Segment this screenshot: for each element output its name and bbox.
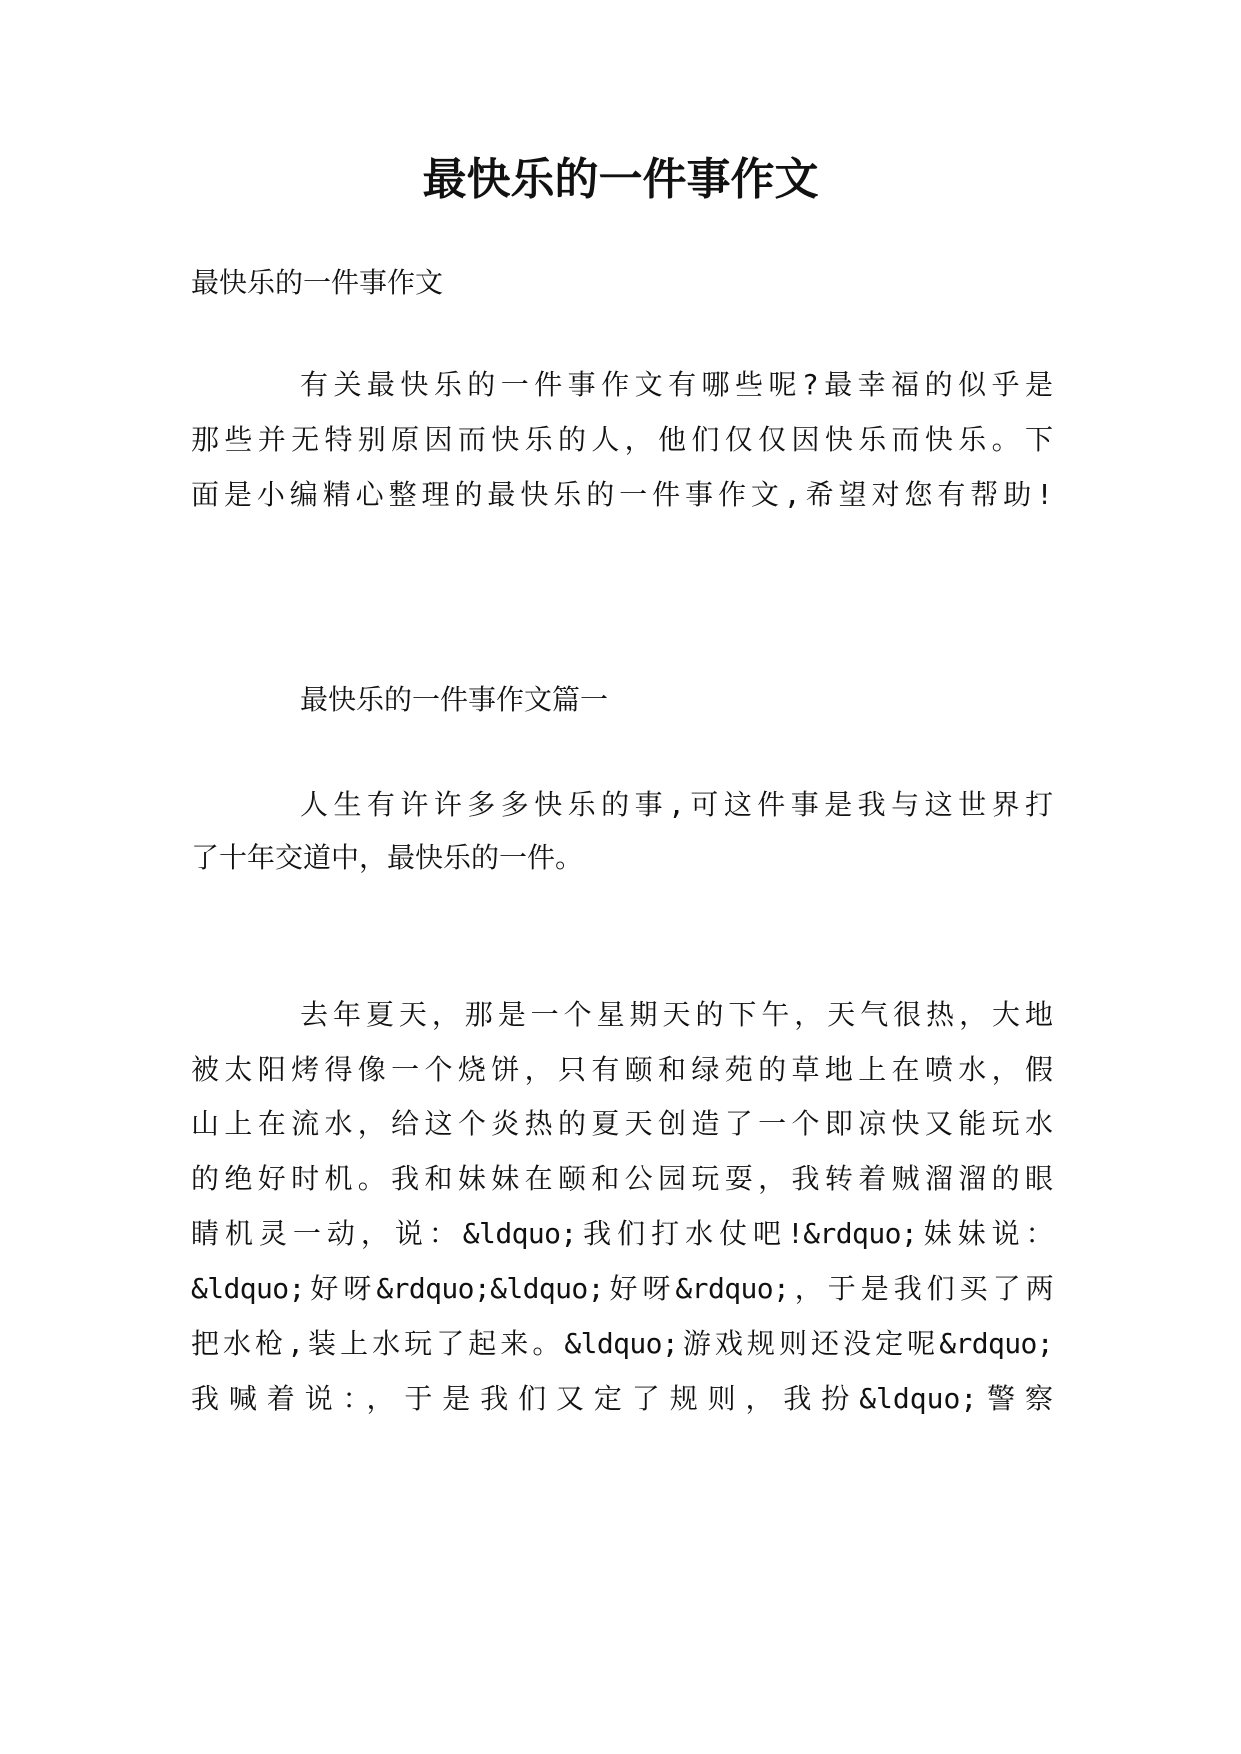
section-heading: 最快乐的一件事作文篇一 bbox=[300, 683, 609, 716]
para2-line-4: 的绝好时机。我和妹妹在颐和公园玩耍，我转着贼溜溜的眼 bbox=[191, 1162, 1053, 1195]
para2-line-2: 被太阳烤得像一个烧饼，只有颐和绿苑的草地上在喷水，假 bbox=[191, 1053, 1053, 1086]
para2-line-7: 把水枪,装上水玩了起来。&ldquo;游戏规则还没定呢&rdquo; bbox=[191, 1327, 1053, 1360]
para1-line-1: 人生有许许多多快乐的事,可这件事是我与这世界打 bbox=[300, 788, 1053, 821]
para2-line-1: 去年夏天，那是一个星期天的下午，天气很热，大地 bbox=[300, 998, 1053, 1031]
intro-line-2: 那些并无特别原因而快乐的人，他们仅仅因快乐而快乐。下 bbox=[191, 423, 1053, 456]
para2-line-8: 我喊着说：，于是我们又定了规则，我扮&ldquo;警察 bbox=[191, 1382, 1053, 1415]
document-title: 最快乐的一件事作文 bbox=[422, 154, 819, 205]
para1-line-2: 了十年交道中，最快乐的一件。 bbox=[191, 841, 584, 874]
para2-line-3: 山上在流水，给这个炎热的夏天创造了一个即凉快又能玩水 bbox=[191, 1107, 1053, 1140]
para2-line-5: 睛机灵一动，说：&ldquo;我们打水仗吧!&rdquo;妹妹说： bbox=[191, 1217, 1053, 1250]
intro-line-1: 有关最快乐的一件事作文有哪些呢?最幸福的似乎是 bbox=[300, 368, 1053, 401]
intro-line-3: 面是小编精心整理的最快乐的一件事作文,希望对您有帮助! bbox=[191, 478, 1053, 511]
para2-line-6: &ldquo;好呀&rdquo;&ldquo;好呀&rdquo;，于是我们买了两 bbox=[191, 1272, 1053, 1305]
document-subtitle: 最快乐的一件事作文 bbox=[191, 266, 444, 299]
